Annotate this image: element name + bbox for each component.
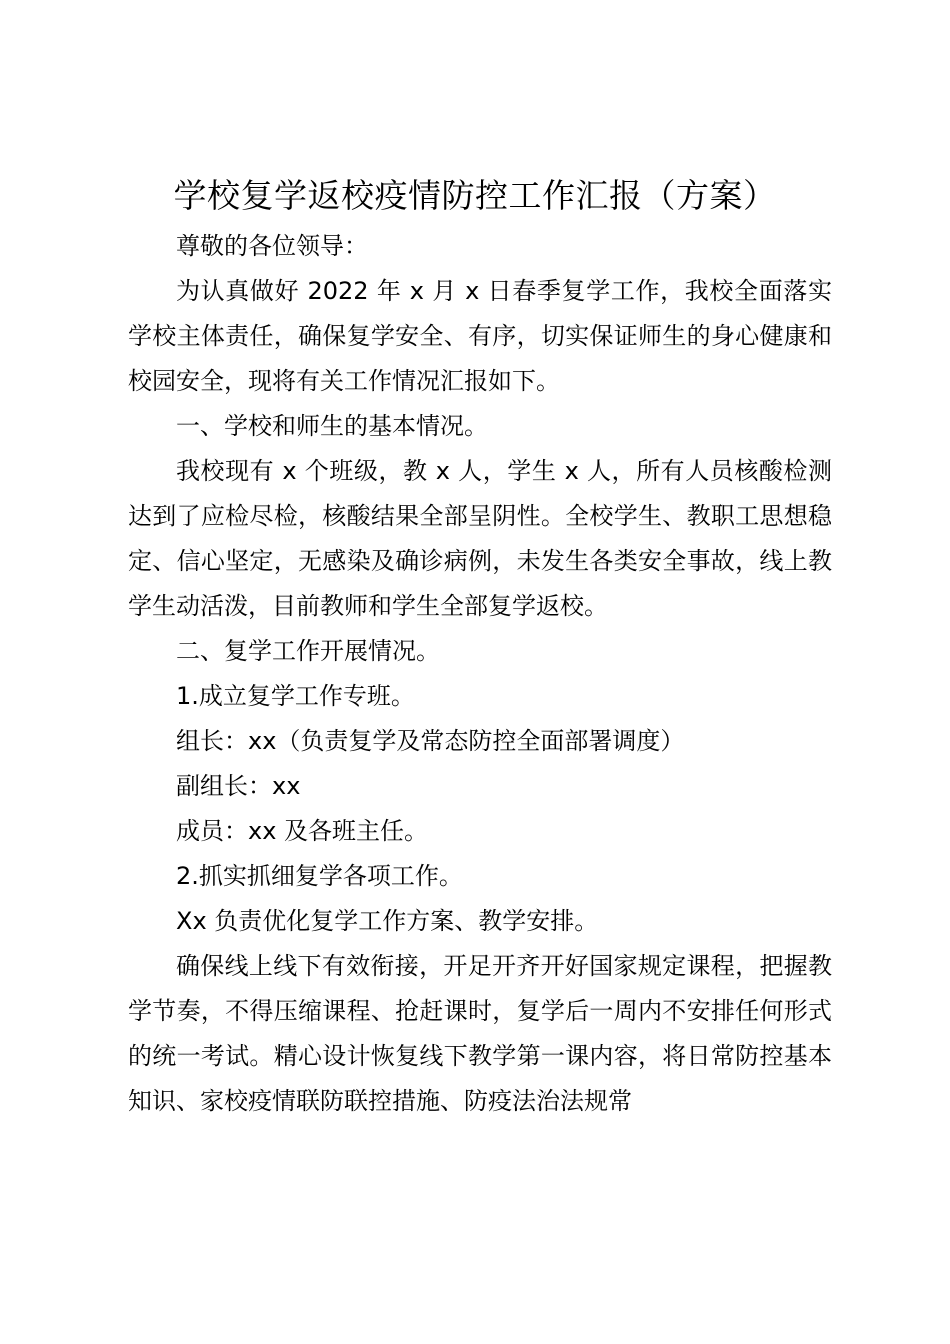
heading-section-2: 二、复学工作开展情况。 xyxy=(176,637,440,665)
paragraph-members: 成员：xx 及各班主任。 xyxy=(176,817,429,845)
subheading-1: 1.成立复学工作专班。 xyxy=(176,682,415,710)
subheading-2: 2.抓实抓细复学各项工作。 xyxy=(176,862,463,890)
document-body xyxy=(128,224,832,1124)
paragraph-basic-info: 我校现有 x 个班级，教 x 人，学生 x 人，所有人员核酸检测达到了应检尽检，核酸结果全部呈阴性。全校学生、教职工思想稳定、信心坚定，无感染及确诊病例，未发生各类安全事故，线上教学生动活泼，目前教师和学生全部复学返校。 xyxy=(128,457,832,620)
paragraph-salutation: 尊敬的各位领导： xyxy=(176,232,368,260)
heading-section-1: 一、学校和师生的基本情况。 xyxy=(176,412,488,440)
paragraph-responsibility: Xx 负责优化复学工作方案、教学安排。 xyxy=(176,907,599,935)
paragraph-intro: 为认真做好 2022 年 x 月 x 日春季复学工作，我校全面落实学校主体责任，确保复学安全、有序，切实保证师生的身心健康和校园安全，现将有关工作情况汇报如下。 xyxy=(128,277,832,395)
paragraph-teaching: 确保线上线下有效衔接，开足开齐开好国家规定课程，把握教学节奏，不得压缩课程、抢赶课时，复学后一周内不安排任何形式的统一考试。精心设计恢复线下教学第一课内容，将日常防控基本知识、家校疫情联防联控措施、防疫法治法规常 xyxy=(128,952,832,1115)
paragraph-deputy-leader: 副组长：xx xyxy=(176,772,301,800)
paragraph-team-leader: 组长：xx（负责复学及常态防控全面部署调度） xyxy=(176,727,685,755)
document-title: 学校复学返校疫情防控工作汇报（方案） xyxy=(173,176,777,215)
